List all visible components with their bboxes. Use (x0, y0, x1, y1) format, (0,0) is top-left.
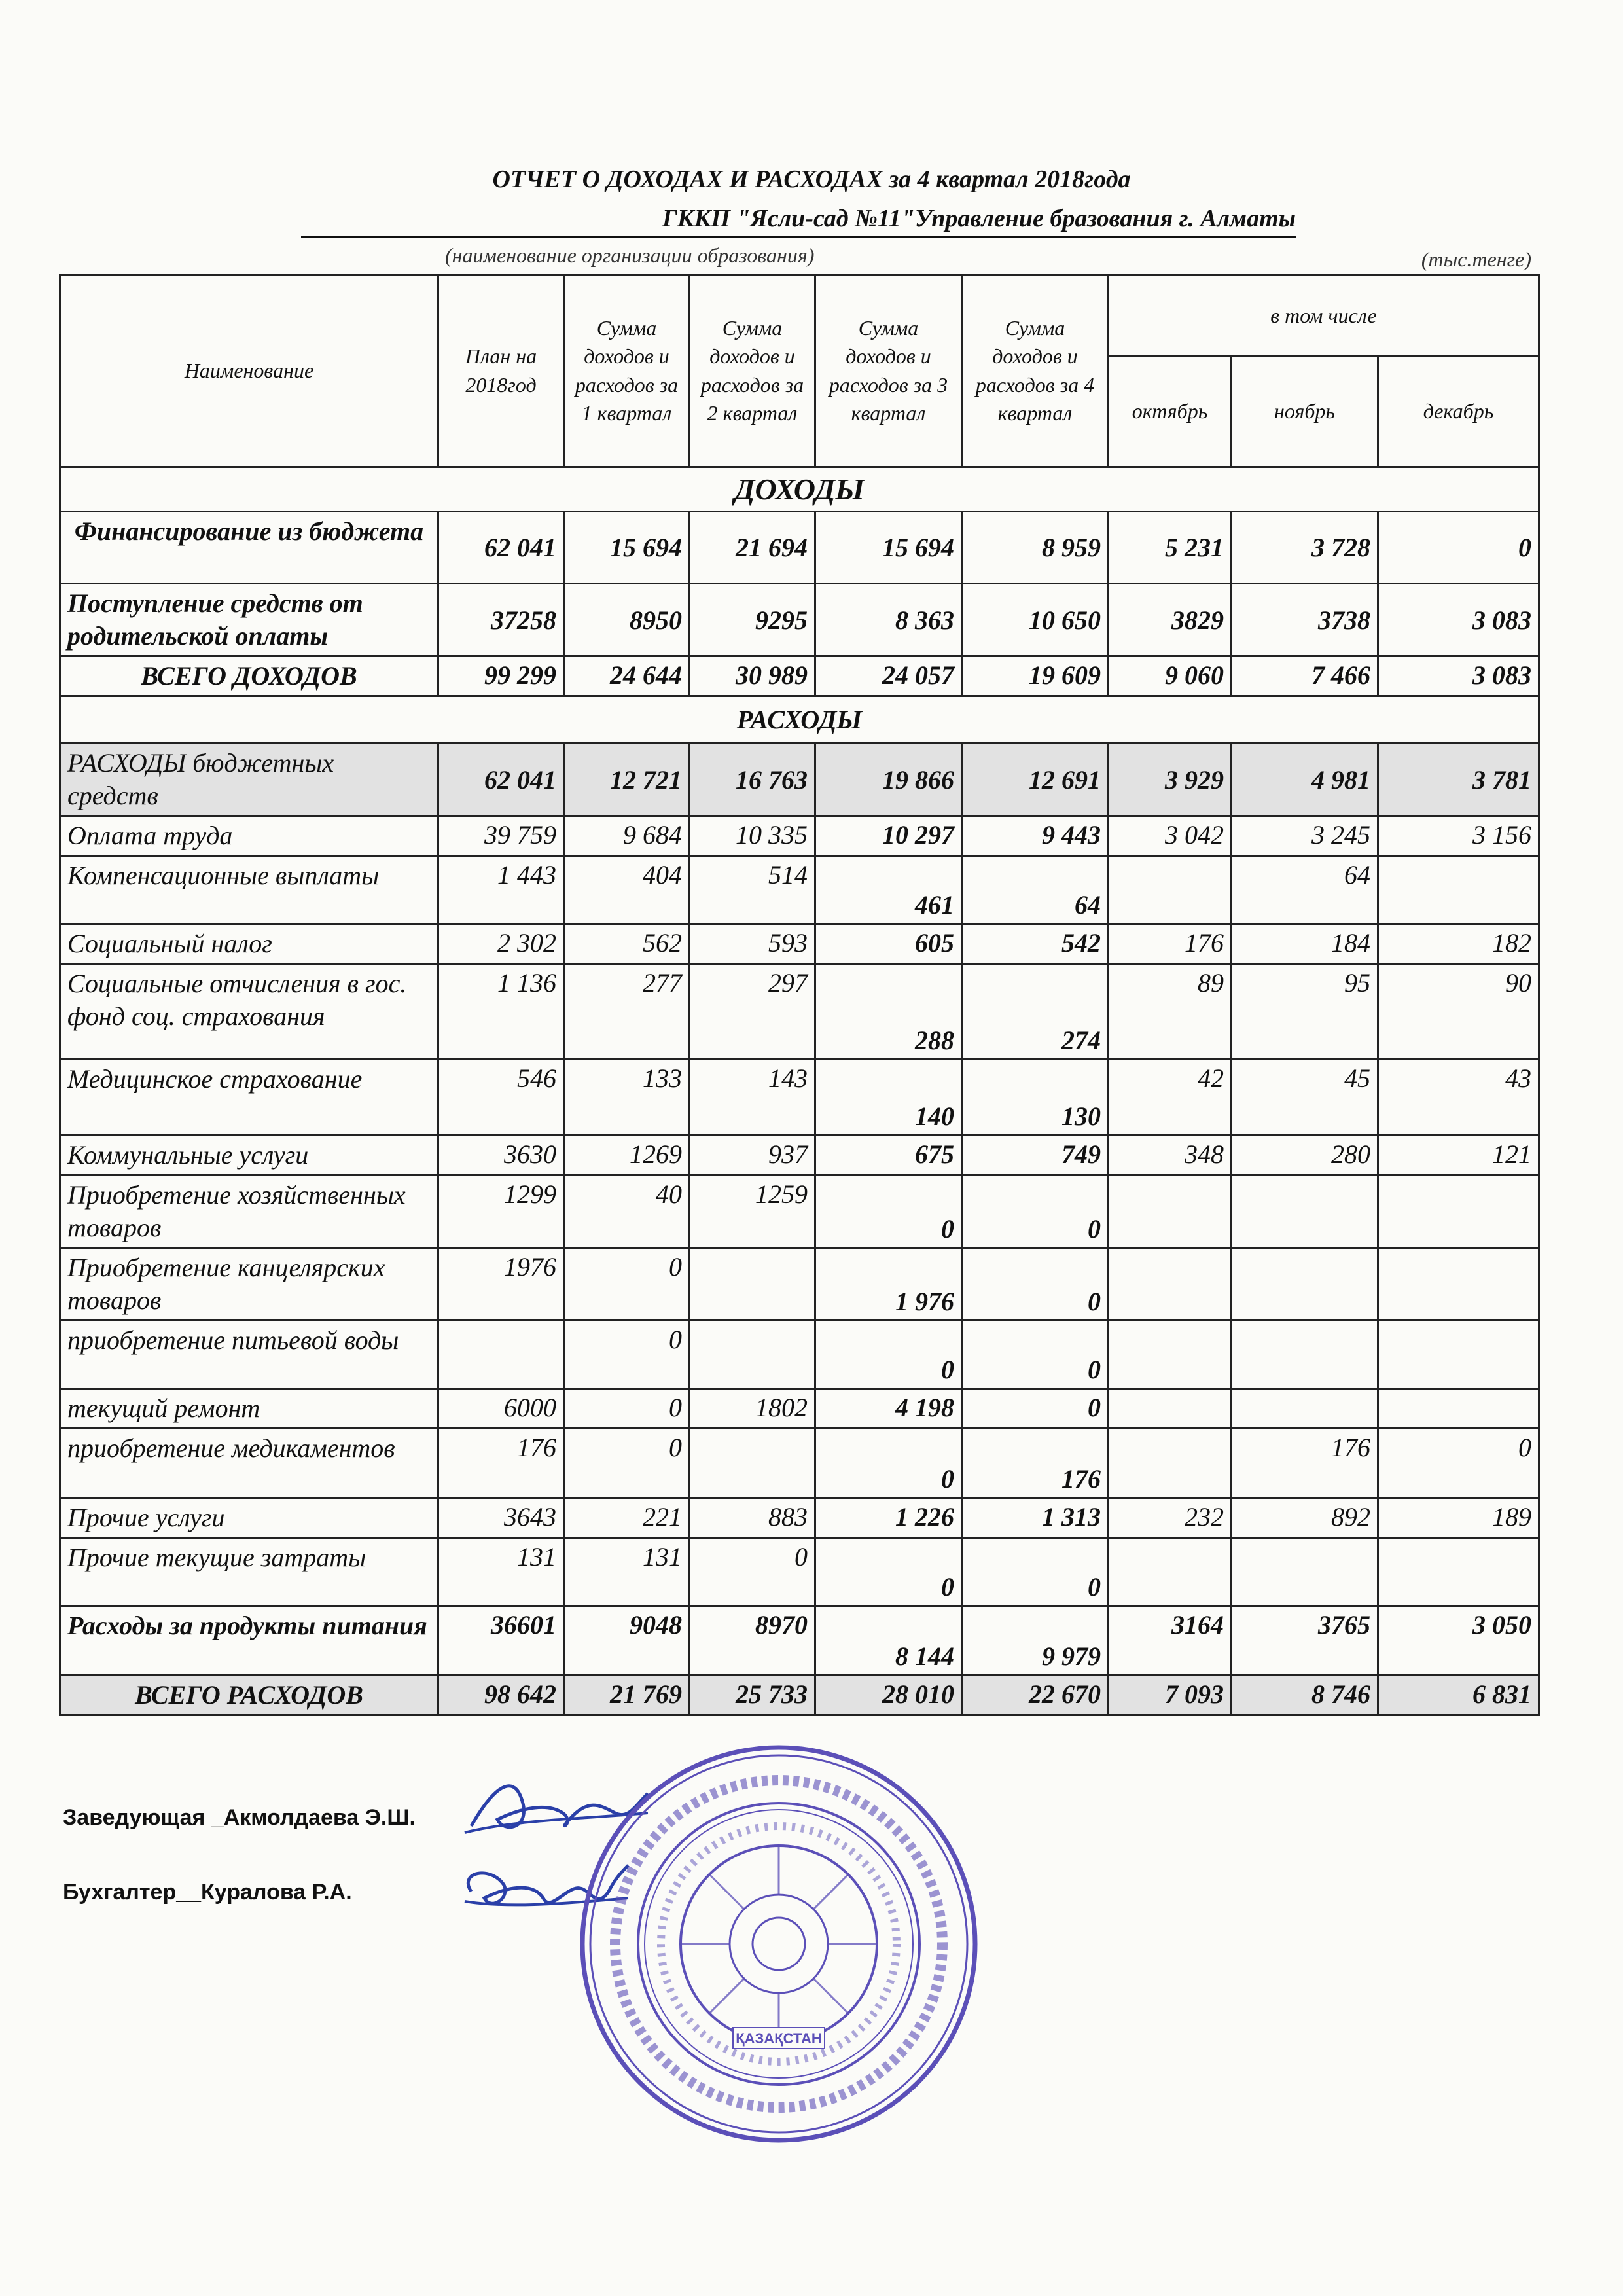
cell-q3: 461 (815, 856, 962, 924)
cell-dec (1378, 1321, 1539, 1389)
cell-q1: 0 (564, 1389, 690, 1429)
cell-q3: 605 (815, 924, 962, 964)
cell-plan: 36601 (438, 1606, 564, 1676)
cell-oct: 3 929 (1109, 744, 1232, 816)
row-label: Социальные отчисления в гос. фонд соц. страхования (60, 964, 438, 1060)
cell-plan: 2 302 (438, 924, 564, 964)
col-header-name: Наименование (60, 275, 438, 467)
report-body (60, 467, 1539, 1715)
expense-row (60, 816, 1539, 856)
cell-q4: 0 (962, 1538, 1109, 1606)
cell-q1: 562 (564, 924, 690, 964)
row-label: Расходы за продукты питания (60, 1606, 438, 1676)
cell-dec (1378, 1538, 1539, 1606)
cell-q1: 131 (564, 1538, 690, 1606)
cell-nov: 8 746 (1232, 1676, 1378, 1715)
expense-row (60, 856, 1539, 924)
cell-q1: 0 (564, 1321, 690, 1389)
cell-q2: 514 (690, 856, 815, 924)
row-label: Приобретение канцелярских товаров (60, 1248, 438, 1321)
cell-dec (1378, 1248, 1539, 1321)
section-row (60, 696, 1539, 744)
cell-q1: 21 769 (564, 1676, 690, 1715)
cell-nov: 3 245 (1232, 816, 1378, 856)
cell-q4: 176 (962, 1429, 1109, 1498)
cell-oct (1109, 1248, 1232, 1321)
cell-q2: 1802 (690, 1389, 815, 1429)
col-header-nov: ноябрь (1232, 356, 1378, 467)
cell-plan: 62 041 (438, 744, 564, 816)
cell-dec: 3 781 (1378, 744, 1539, 816)
expense-row (60, 1389, 1539, 1429)
cell-oct (1109, 1389, 1232, 1429)
cell-plan: 3630 (438, 1136, 564, 1175)
cell-q1: 24 644 (564, 656, 690, 696)
cell-plan: 1 136 (438, 964, 564, 1060)
col-header-oct: октябрь (1109, 356, 1232, 467)
cell-q3: 15 694 (815, 512, 962, 584)
expense-row (60, 1429, 1539, 1498)
row-label: текущий ремонт (60, 1389, 438, 1429)
expense-row (60, 1060, 1539, 1136)
cell-oct: 3164 (1109, 1606, 1232, 1676)
row-label: ВСЕГО ДОХОДОВ (60, 656, 438, 696)
cell-dec: 121 (1378, 1136, 1539, 1175)
cell-dec: 3 156 (1378, 816, 1539, 856)
cell-nov: 3765 (1232, 1606, 1378, 1676)
cell-q3: 1 976 (815, 1248, 962, 1321)
expense-row (60, 1321, 1539, 1389)
cell-oct (1109, 1429, 1232, 1498)
cell-q1: 1269 (564, 1136, 690, 1175)
cell-nov: 7 466 (1232, 656, 1378, 696)
cell-plan: 1299 (438, 1175, 564, 1248)
cell-q4: 542 (962, 924, 1109, 964)
row-label: ВСЕГО РАСХОДОВ (60, 1676, 438, 1715)
cell-q3: 288 (815, 964, 962, 1060)
expense-row (60, 1136, 1539, 1175)
cell-q2: 143 (690, 1060, 815, 1136)
row-label: РАСХОДЫ бюджетных средств (60, 744, 438, 816)
cell-plan: 6000 (438, 1389, 564, 1429)
cell-q4: 22 670 (962, 1676, 1109, 1715)
report-title: ОТЧЕТ О ДОХОДАХ И РАСХОДАХ за 4 квартал 2018года (492, 166, 1131, 193)
income-row (60, 512, 1539, 584)
cell-nov (1232, 1389, 1378, 1429)
cell-dec: 3 083 (1378, 584, 1539, 656)
row-label: Медицинское страхование (60, 1060, 438, 1136)
cell-q4: 10 650 (962, 584, 1109, 656)
cell-dec (1378, 856, 1539, 924)
cell-q4: 9 443 (962, 816, 1109, 856)
cell-plan: 39 759 (438, 816, 564, 856)
head-signature-line: Заведующая _Акмолдаева Э.Ш. (63, 1805, 416, 1830)
cell-q3: 0 (815, 1429, 962, 1498)
cell-dec (1378, 1389, 1539, 1429)
cell-nov: 184 (1232, 924, 1378, 964)
cell-plan: 131 (438, 1538, 564, 1606)
cell-q3: 28 010 (815, 1676, 962, 1715)
cell-oct (1109, 1321, 1232, 1389)
cell-dec: 3 050 (1378, 1606, 1539, 1676)
cell-plan: 62 041 (438, 512, 564, 584)
cell-q4: 12 691 (962, 744, 1109, 816)
cell-q1: 221 (564, 1498, 690, 1538)
col-header-q4: Сумма доходов и расходов за 4 квартал (962, 275, 1109, 467)
cell-nov (1232, 1248, 1378, 1321)
cell-q2: 21 694 (690, 512, 815, 584)
row-label: Поступление средств от родительской оплаты (60, 584, 438, 656)
cell-q4: 0 (962, 1389, 1109, 1429)
cell-q2: 297 (690, 964, 815, 1060)
cell-oct: 42 (1109, 1060, 1232, 1136)
cell-oct (1109, 856, 1232, 924)
row-label: Приобретение хозяйственных товаров (60, 1175, 438, 1248)
expense-row (60, 1498, 1539, 1538)
cell-q2: 10 335 (690, 816, 815, 856)
col-header-dec: декабрь (1378, 356, 1539, 467)
cell-dec: 0 (1378, 1429, 1539, 1498)
cell-plan: 1976 (438, 1248, 564, 1321)
cell-q1: 9 684 (564, 816, 690, 856)
cell-q1: 40 (564, 1175, 690, 1248)
cell-q2: 593 (690, 924, 815, 964)
cell-oct (1109, 1538, 1232, 1606)
stamp-text: ҚАЗАҚСТАН (736, 2030, 822, 2047)
col-header-q3: Сумма доходов и расходов за 3 квартал (815, 275, 962, 467)
cell-nov: 45 (1232, 1060, 1378, 1136)
row-label: приобретение питьевой воды (60, 1321, 438, 1389)
expense-row (60, 1538, 1539, 1606)
cell-nov: 95 (1232, 964, 1378, 1060)
cell-q3: 1 226 (815, 1498, 962, 1538)
cell-q4: 0 (962, 1248, 1109, 1321)
cell-q3: 0 (815, 1175, 962, 1248)
report-table (59, 274, 1540, 1716)
cell-oct (1109, 1175, 1232, 1248)
section-label: РАСХОДЫ (60, 696, 1539, 744)
row-label: Прочие услуги (60, 1498, 438, 1538)
cell-nov (1232, 1538, 1378, 1606)
cell-plan: 99 299 (438, 656, 564, 696)
cell-q3: 8 144 (815, 1606, 962, 1676)
cell-nov: 4 981 (1232, 744, 1378, 816)
section-label: ДОХОДЫ (60, 467, 1539, 512)
cell-q4: 0 (962, 1175, 1109, 1248)
row-label: Социальный налог (60, 924, 438, 964)
col-header-q2: Сумма доходов и расходов за 2 квартал (690, 275, 815, 467)
official-stamp (576, 1741, 982, 2147)
organization-name: ГККП "Ясли-сад №11"Управление бразования г. Алматы (301, 204, 1296, 238)
cell-q1: 8950 (564, 584, 690, 656)
cell-q4: 749 (962, 1136, 1109, 1175)
cell-q2: 883 (690, 1498, 815, 1538)
col-header-q1: Сумма доходов и расходов за 1 квартал (564, 275, 690, 467)
cell-nov: 3738 (1232, 584, 1378, 656)
expense-row (60, 1175, 1539, 1248)
cell-oct: 5 231 (1109, 512, 1232, 584)
cell-plan: 176 (438, 1429, 564, 1498)
row-label: Компенсационные выплаты (60, 856, 438, 924)
cell-q2: 1259 (690, 1175, 815, 1248)
income-row (60, 584, 1539, 656)
cell-dec: 43 (1378, 1060, 1539, 1136)
cell-q2: 9295 (690, 584, 815, 656)
row-label: Финансирование из бюджета (60, 512, 438, 584)
cell-oct: 348 (1109, 1136, 1232, 1175)
units-note: (тыс.тенге) (1421, 247, 1531, 271)
cell-nov (1232, 1175, 1378, 1248)
cell-q4: 19 609 (962, 656, 1109, 696)
cell-q2: 25 733 (690, 1676, 815, 1715)
cell-q4: 274 (962, 964, 1109, 1060)
cell-q1: 9048 (564, 1606, 690, 1676)
cell-q3: 140 (815, 1060, 962, 1136)
cell-q1: 133 (564, 1060, 690, 1136)
income-total-row (60, 656, 1539, 696)
cell-dec: 6 831 (1378, 1676, 1539, 1715)
organization-note: (наименование организации образования) (445, 243, 815, 267)
cell-dec: 90 (1378, 964, 1539, 1060)
cell-q2 (690, 1321, 815, 1389)
cell-nov: 64 (1232, 856, 1378, 924)
expense-row (60, 924, 1539, 964)
cell-dec (1378, 1175, 1539, 1248)
accountant-signature-line: Бухгалтер__Куралова Р.А. (63, 1880, 352, 1905)
cell-q1: 12 721 (564, 744, 690, 816)
cell-plan: 3643 (438, 1498, 564, 1538)
cell-q1: 404 (564, 856, 690, 924)
expense-row (60, 1248, 1539, 1321)
cell-q2: 0 (690, 1538, 815, 1606)
cell-plan: 98 642 (438, 1676, 564, 1715)
cell-oct: 3 042 (1109, 816, 1232, 856)
cell-q3: 19 866 (815, 744, 962, 816)
col-header-plan: План на 2018год (438, 275, 564, 467)
section-row (60, 467, 1539, 512)
cell-nov: 892 (1232, 1498, 1378, 1538)
row-label: Оплата труда (60, 816, 438, 856)
cell-q4: 130 (962, 1060, 1109, 1136)
cell-dec: 3 083 (1378, 656, 1539, 696)
cell-nov: 280 (1232, 1136, 1378, 1175)
cell-oct: 3829 (1109, 584, 1232, 656)
cell-dec: 189 (1378, 1498, 1539, 1538)
cell-q2: 8970 (690, 1606, 815, 1676)
expense-row (60, 964, 1539, 1060)
cell-q2: 16 763 (690, 744, 815, 816)
cell-q4: 1 313 (962, 1498, 1109, 1538)
cell-dec: 182 (1378, 924, 1539, 964)
cell-oct: 176 (1109, 924, 1232, 964)
cell-oct: 232 (1109, 1498, 1232, 1538)
budget-expense-row (60, 744, 1539, 816)
col-header-including: в том числе (1109, 275, 1539, 356)
row-label: приобретение медикаментов (60, 1429, 438, 1498)
row-label: Прочие текущие затраты (60, 1538, 438, 1606)
cell-q4: 0 (962, 1321, 1109, 1389)
cell-plan (438, 1321, 564, 1389)
cell-plan: 546 (438, 1060, 564, 1136)
cell-q1: 0 (564, 1248, 690, 1321)
cell-q4: 64 (962, 856, 1109, 924)
cell-q1: 277 (564, 964, 690, 1060)
cell-q2: 30 989 (690, 656, 815, 696)
cell-oct: 9 060 (1109, 656, 1232, 696)
cell-q2 (690, 1248, 815, 1321)
cell-q2 (690, 1429, 815, 1498)
cell-q3: 8 363 (815, 584, 962, 656)
cell-nov (1232, 1321, 1378, 1389)
cell-q3: 10 297 (815, 816, 962, 856)
cell-q3: 24 057 (815, 656, 962, 696)
cell-nov: 176 (1232, 1429, 1378, 1498)
cell-q2: 937 (690, 1136, 815, 1175)
cell-q3: 675 (815, 1136, 962, 1175)
cell-q4: 8 959 (962, 512, 1109, 584)
cell-plan: 37258 (438, 584, 564, 656)
cell-oct: 89 (1109, 964, 1232, 1060)
cell-q1: 0 (564, 1429, 690, 1498)
cell-q4: 9 979 (962, 1606, 1109, 1676)
row-label: Коммунальные услуги (60, 1136, 438, 1175)
cell-q1: 15 694 (564, 512, 690, 584)
cell-q3: 0 (815, 1321, 962, 1389)
cell-q3: 4 198 (815, 1389, 962, 1429)
cell-nov: 3 728 (1232, 512, 1378, 584)
cell-dec: 0 (1378, 512, 1539, 584)
expense-total-row (60, 1676, 1539, 1715)
cell-plan: 1 443 (438, 856, 564, 924)
cell-oct: 7 093 (1109, 1676, 1232, 1715)
food-expense-row (60, 1606, 1539, 1676)
cell-q3: 0 (815, 1538, 962, 1606)
